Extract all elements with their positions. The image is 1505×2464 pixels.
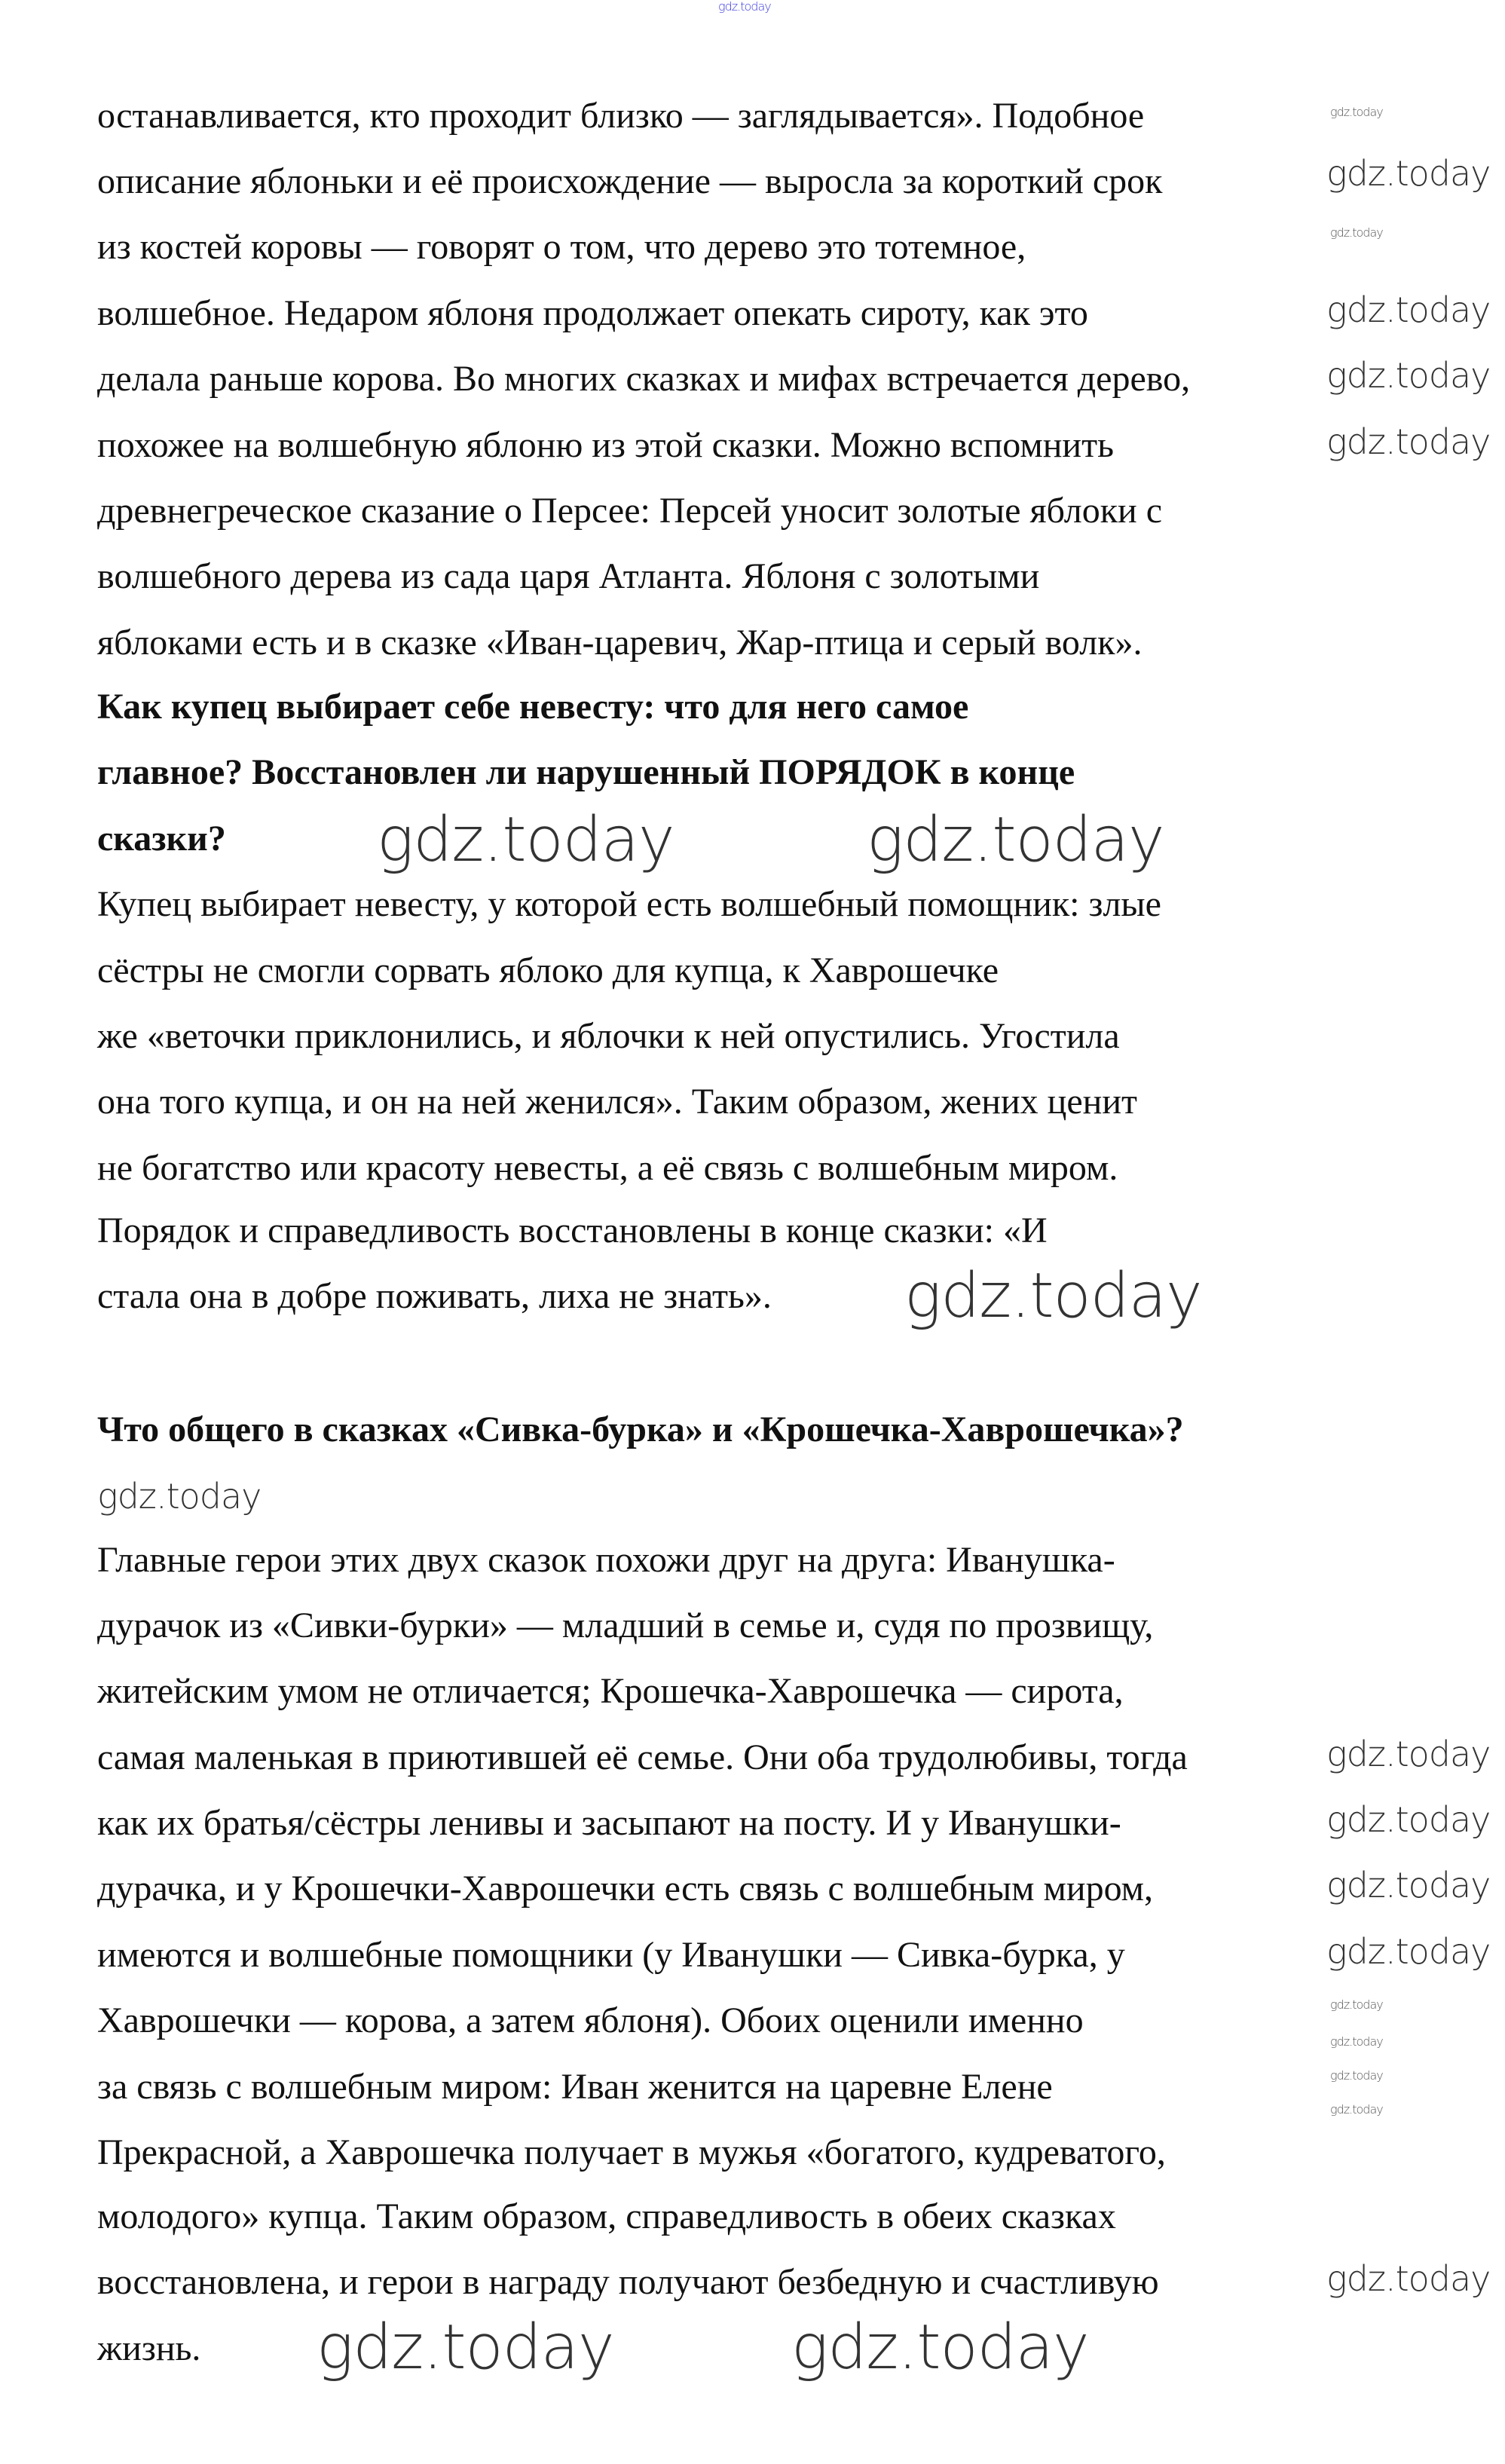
text-line: Купец выбирает невесту, у которой есть волшебный помощник: злые [97, 884, 1161, 924]
text-line: за связь с волшебным миром: Иван женится на царевне Елене [97, 2067, 1053, 2107]
watermark: gdz.today [1326, 1931, 1491, 1972]
text-line: Главные герои этих двух сказок похожи друг на друга: Иванушка- [97, 1540, 1115, 1580]
text-line: из костей коровы — говорят о том, что дерево это тотемное, [97, 227, 1026, 267]
text-line: дурачок из «Сивки-бурки» — младший в семье и, судя по прозвищу, [97, 1605, 1154, 1645]
text-line: дурачка, и у Крошечки-Хаврошечки есть связь с волшебным миром, [97, 1869, 1154, 1908]
text-line: яблоками есть и в сказке «Иван-царевич, Жар-птица и серый волк». [97, 623, 1143, 663]
text-line: волшебное. Недаром яблоня продолжает опекать сироту, как это [97, 293, 1088, 333]
watermark: gdz.today [1330, 105, 1383, 119]
text-line: молодого» купца. Таким образом, справедливость в обеих сказках [97, 2196, 1116, 2236]
watermark: gdz.today [867, 804, 1164, 876]
question-heading-line: Что общего в сказках «Сивка-бурка» и «Крошечка-Хаврошечка»? [97, 1410, 1184, 1449]
watermark: gdz.today [718, 0, 771, 14]
watermark: gdz.today [1326, 421, 1491, 462]
watermark: gdz.today [97, 1476, 262, 1517]
watermark: gdz.today [1330, 225, 1383, 240]
text-line: сёстры не смогли сорвать яблоко для купца, к Хаврошечке [97, 950, 999, 990]
text-line: древнегреческое сказание о Персее: Персей уносит золотые яблоки с [97, 491, 1163, 531]
watermark: gdz.today [317, 2312, 614, 2383]
watermark: gdz.today [904, 1260, 1202, 1332]
text-line: житейским умом не отличается; Крошечка-Хаврошечка — сирота, [97, 1671, 1124, 1711]
text-line: описание яблоньки и её происхождение — выросла за короткий срок [97, 161, 1163, 201]
text-line: самая маленькая в приютившей её семье. Они оба трудолюбивы, тогда [97, 1737, 1188, 1777]
text-line: Прекрасной, а Хаврошечка получает в мужья «богатого, кудреватого, [97, 2132, 1166, 2172]
watermark: gdz.today [1326, 355, 1491, 396]
watermark: gdz.today [1326, 289, 1491, 330]
watermark: gdz.today [1330, 2102, 1383, 2117]
question-heading-line: сказки? [97, 819, 226, 859]
text-line: стала она в добре поживать, лиха не знать». [97, 1276, 772, 1316]
text-line: восстановлена, и герои в награду получают безбедную и счастливую [97, 2262, 1159, 2302]
text-line: Хаврошечки — корова, а затем яблоня). Обоих оценили именно [97, 2000, 1084, 2040]
watermark: gdz.today [1326, 1865, 1491, 1905]
watermark: gdz.today [1330, 1997, 1383, 2012]
text-line: как их братья/сёстры ленивы и засыпают на посту. И у Иванушки- [97, 1803, 1121, 1843]
text-line: она того купца, и он на ней женился». Таким образом, жених ценит [97, 1082, 1137, 1122]
text-line: волшебного дерева из сада царя Атланта. Яблоня с золотыми [97, 556, 1040, 596]
watermark: gdz.today [1326, 153, 1491, 194]
text-line: имеются и волшебные помощники (у Иванушки — Сивка-бурка, у [97, 1935, 1125, 1975]
text-line: делала раньше корова. Во многих сказках и мифах встречается дерево, [97, 359, 1191, 399]
text-line: останавливается, кто проходит близко — заглядывается». Подобное [97, 96, 1145, 136]
watermark: gdz.today [791, 2312, 1089, 2383]
text-line: Порядок и справедливость восстановлены в конце сказки: «И [97, 1211, 1048, 1250]
watermark: gdz.today [377, 804, 674, 876]
text-line: жизнь. [97, 2328, 201, 2368]
watermark: gdz.today [1330, 2034, 1383, 2049]
watermark: gdz.today [1326, 2258, 1491, 2299]
question-heading-line: Как купец выбирает себе невесту: что для него самое [97, 687, 969, 727]
watermark: gdz.today [1326, 1734, 1491, 1774]
watermark: gdz.today [1326, 1799, 1491, 1840]
watermark: gdz.today [1330, 2068, 1383, 2083]
text-line: не богатство или красоту невесты, а её связь с волшебным миром. [97, 1148, 1118, 1188]
text-line: же «веточки приклонились, и яблочки к ней опустились. Угостила [97, 1016, 1120, 1056]
question-heading-line: главное? Восстановлен ли нарушенный ПОРЯДОК в конце [97, 752, 1075, 792]
text-line: похожее на волшебную яблоню из этой сказки. Можно вспомнить [97, 425, 1114, 465]
